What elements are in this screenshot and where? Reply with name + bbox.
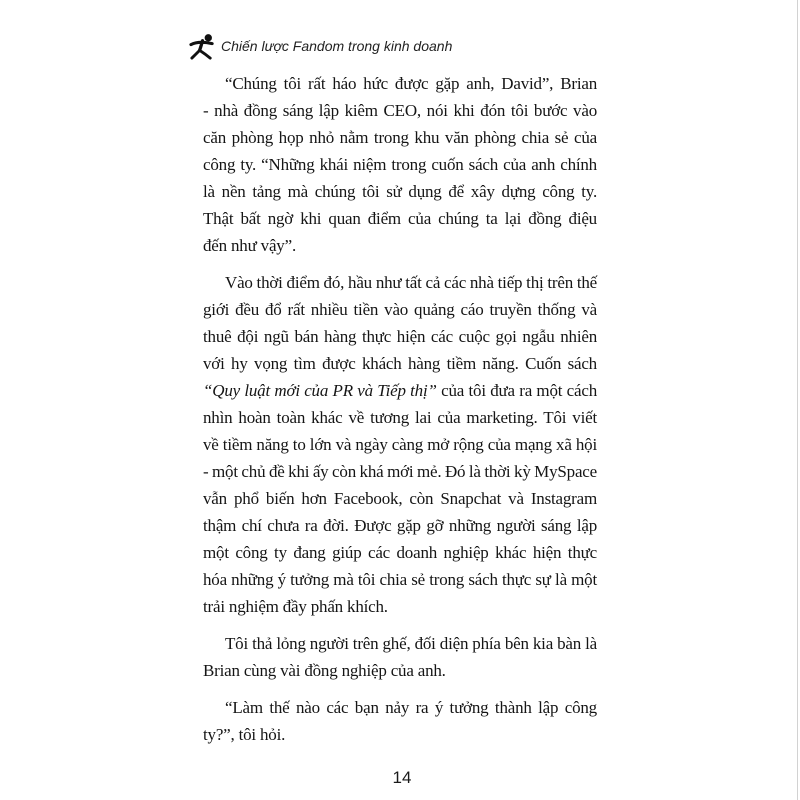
body-text	[203, 70, 597, 758]
text-line: ty?”, tôi hỏi.	[203, 725, 286, 744]
text-segment: của tôi đưa ra một cách	[436, 381, 597, 400]
text-line: là nền tảng mà chúng tôi sử dụng để xây dựng công ty.	[203, 182, 597, 201]
paragraph	[203, 70, 597, 259]
text-line: Brian cùng vài đồng nghiệp của anh.	[203, 661, 446, 680]
book-logo-icon	[189, 33, 216, 60]
logo-head	[205, 34, 212, 41]
page-edge	[797, 0, 798, 800]
text-line: - nhà đồng sáng lập kiêm CEO, nói khi đón tôi bước vào	[203, 101, 597, 120]
text-line: hóa những ý tưởng mà tôi chia sẻ trong sách thực sự là một	[203, 570, 597, 589]
book-title: “Quy luật mới của PR và Tiếp thị”	[203, 381, 437, 400]
logo-right-leg	[200, 50, 211, 58]
text-line	[203, 377, 597, 404]
text-line: đến như vậy”.	[203, 236, 297, 255]
paragraph	[203, 694, 597, 748]
text-line: với hy vọng tìm được khách hàng tiềm năng. Cuốn sách	[203, 354, 597, 373]
text-line: công ty. “Những khái niệm trong cuốn sách của anh chính	[203, 155, 597, 174]
text-line: vẫn phổ biến hơn Facebook, còn Snapchat và Instagram	[203, 489, 597, 508]
text-line: thuê đội ngũ bán hàng thực hiện các cuộc gọi ngẫu nhiên	[203, 327, 597, 346]
text-line: một công ty đang giúp các doanh nghiệp khác hiện thực	[203, 543, 597, 562]
text-line: căn phòng họp nhỏ nằm trong khu văn phòng chia sẻ của	[203, 128, 597, 147]
text-line: thậm chí chưa ra đời. Được gặp gỡ những người sáng lập	[203, 516, 597, 535]
text-line: Thật bất ngờ khi quan điểm của chúng ta lại đồng điệu	[203, 209, 597, 228]
text-line: - một chủ đề khi ấy còn khá mới mẻ. Đó là thời kỳ MySpace	[203, 462, 597, 481]
text-line: nhìn hoàn toàn khác về tương lai của marketing. Tôi viết	[203, 408, 597, 427]
page-number: 14	[392, 768, 412, 787]
text-line: về tiềm năng to lớn và ngày càng mở rộng của mạng xã hội	[203, 435, 597, 454]
text-line: “Làm thế nào các bạn nảy ra ý tưởng thành lập công	[225, 698, 597, 717]
text-line: Vào thời điểm đó, hầu như tất cả các nhà tiếp thị trên thế	[225, 273, 597, 292]
logo-left-leg	[192, 50, 200, 58]
text-line: Tôi thả lỏng người trên ghế, đối diện phía bên kia bàn là	[225, 634, 597, 653]
text-line: giới đều đổ rất nhiều tiền vào quảng cáo truyền thống và	[203, 300, 597, 319]
text-line: “Chúng tôi rất háo hức được gặp anh, David”, Brian	[225, 74, 597, 93]
running-header	[189, 32, 452, 60]
paragraph	[203, 269, 597, 620]
running-header-title: Chiến lược Fandom trong kinh doanh	[221, 38, 453, 54]
paragraph	[203, 630, 597, 684]
text-line: trải nghiệm đầy phấn khích.	[203, 597, 388, 616]
